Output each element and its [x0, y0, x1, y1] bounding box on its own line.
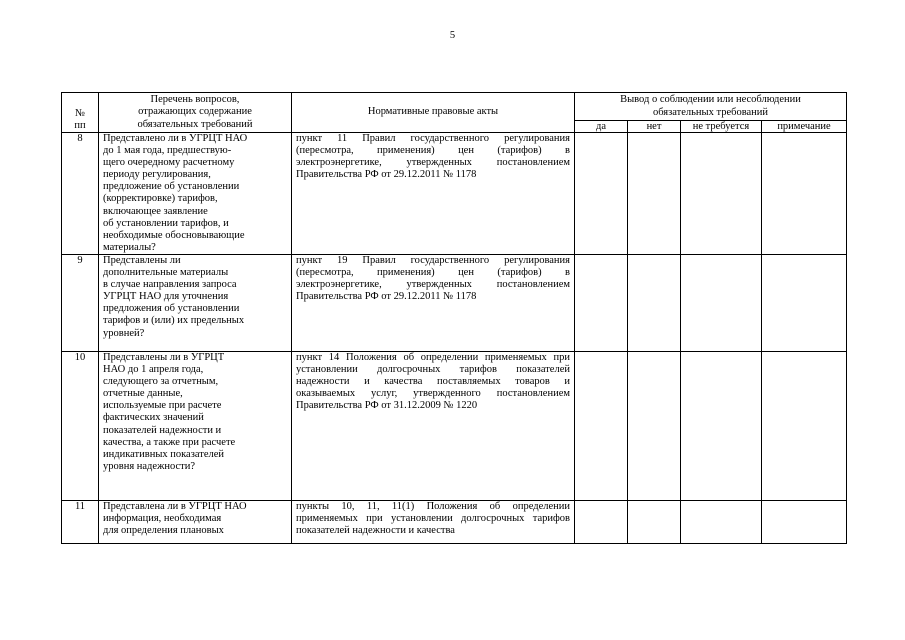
- row-question: Представлены ли дополнительные материалы в случае направления запроса УГРЦТ НАО для уточнения предложения об установлении тарифов и (или) их предельных уровней?: [99, 254, 292, 351]
- cell-not-required: [681, 351, 762, 500]
- row-number: 11: [62, 500, 99, 543]
- page-number: 5: [449, 30, 456, 41]
- header-yes: да: [575, 121, 628, 133]
- cell-not-required: [681, 133, 762, 255]
- requirements-table: [61, 92, 847, 544]
- cell-no: [628, 351, 681, 500]
- table-row: [62, 500, 847, 543]
- header-conclusion: Вывод о соблюдении или несоблюдении обязательных требований: [575, 93, 847, 121]
- cell-note: [762, 351, 847, 500]
- cell-yes: [575, 500, 628, 543]
- table-row: [62, 254, 847, 351]
- header-no: нет: [628, 121, 681, 133]
- row-number: 9: [62, 254, 99, 351]
- table-row: [62, 133, 847, 255]
- row-normative-act: пункты 10, 11, 11(1) Положения об определении применяемых при установлении долгосрочных тарифов показателей надежности и качества: [292, 500, 575, 543]
- header-not-required: не требуется: [681, 121, 762, 133]
- cell-no: [628, 133, 681, 255]
- cell-note: [762, 254, 847, 351]
- row-number: 8: [62, 133, 99, 255]
- header-note: примечание: [762, 121, 847, 133]
- cell-note: [762, 500, 847, 543]
- row-question: Представлено ли в УГРЦТ НАО до 1 мая года, предшествую- щего очередному расчетному периоду регулирования, предложение об установлении (корректировке) тарифов, включающее заявление об установлении тарифов, и необходимые обосновывающие материалы?: [99, 133, 292, 255]
- row-normative-act: пункт 11 Правил государственного регулирования (пересмотра, применения) цен (тарифов) в электроэнергетике, утвержденных постановлением Правительства РФ от 29.12.2011 № 1178: [292, 133, 575, 255]
- row-number: 10: [62, 351, 99, 500]
- cell-yes: [575, 254, 628, 351]
- cell-not-required: [681, 500, 762, 543]
- header-normative-acts: Нормативные правовые акты: [292, 93, 575, 133]
- cell-not-required: [681, 254, 762, 351]
- row-question: Представлена ли в УГРЦТ НАО информация, необходимая для определения плановых: [99, 500, 292, 543]
- cell-no: [628, 254, 681, 351]
- header-number: № пп: [62, 93, 99, 133]
- cell-no: [628, 500, 681, 543]
- table-row: [62, 351, 847, 500]
- cell-note: [762, 133, 847, 255]
- row-normative-act: пункт 19 Правил государственного регулирования (пересмотра, применения) цен (тарифов) в электроэнергетике, утвержденных постановлением Правительства РФ от 29.12.2011 № 1178: [292, 254, 575, 351]
- cell-yes: [575, 351, 628, 500]
- row-normative-act: пункт 14 Положения об определении применяемых при установлении долгосрочных тарифов показателей надежности и качества поставляемых товаров и оказываемых услуг, утвержденного постановлением Правительства РФ от 31.12.2009 № 1220: [292, 351, 575, 500]
- cell-yes: [575, 133, 628, 255]
- row-question: Представлены ли в УГРЦТ НАО до 1 апреля года, следующего за отчетным, отчетные данные, используемые при расчете фактических значений показателей надежности и качества, а также при расчете индикативных показателей уровня надежности?: [99, 351, 292, 500]
- header-questions: Перечень вопросов, отражающих содержание обязательных требований: [99, 93, 292, 133]
